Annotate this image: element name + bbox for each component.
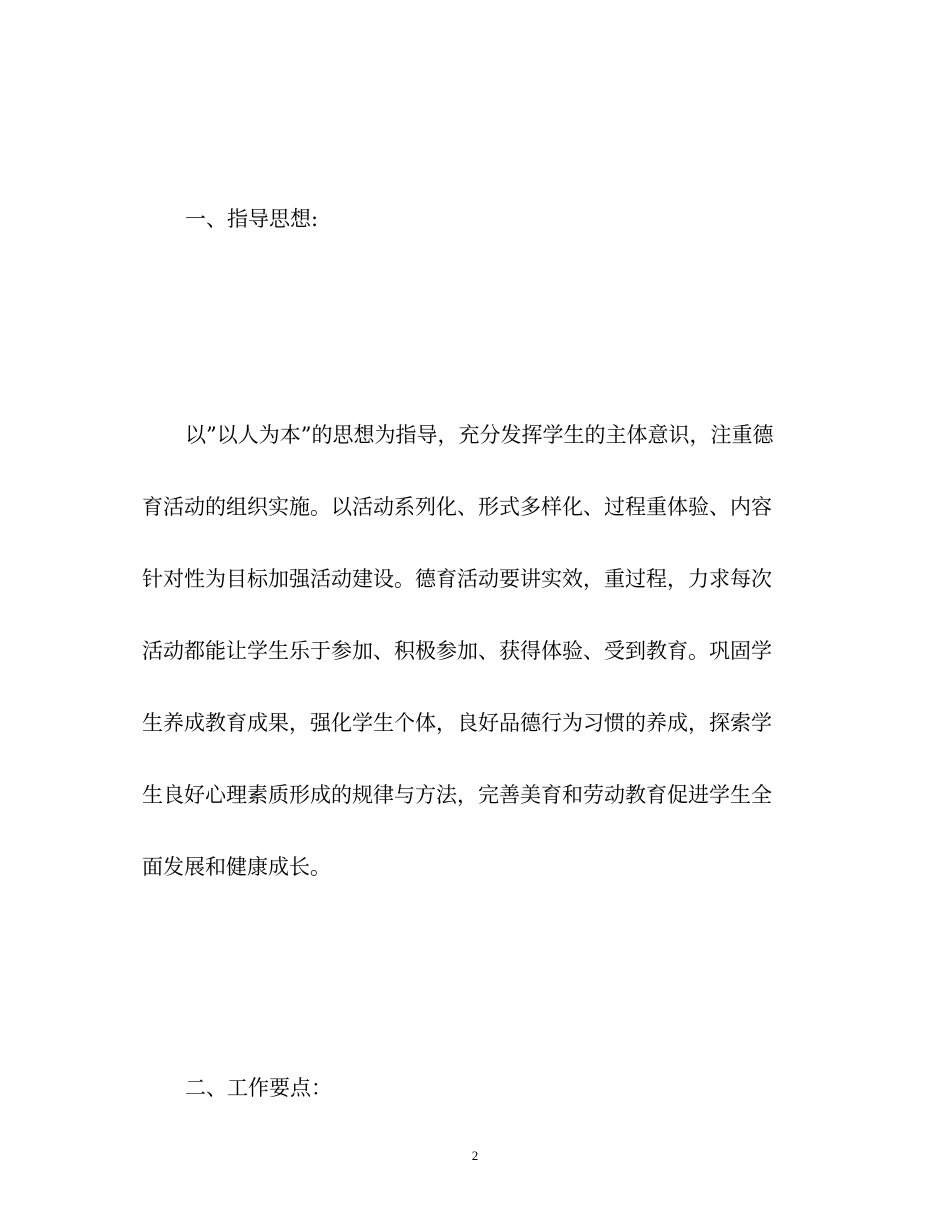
paragraph-line: 育活动的组织实施。以活动系列化、形式多样化、过程重体验、内容 [142, 495, 772, 519]
section-heading-guiding-ideology: 一、指导思想: [185, 207, 319, 231]
page-number: 2 [471, 1148, 479, 1163]
body-paragraph [142, 420, 802, 924]
paragraph-line: 生良好心理素质形成的规律与方法，完善美育和劳动教育促进学生全 [142, 783, 772, 807]
paragraph-line: 生养成教育成果，强化学生个体，良好品德行为习惯的养成，探索学 [142, 711, 772, 735]
paragraph-line: 针对性为目标加强活动建设。德育活动要讲实效，重过程，力求每次 [142, 567, 772, 591]
paragraph-line: 活动都能让学生乐于参加、积极参加、获得体验、受到教育。巩固学 [142, 639, 772, 663]
paragraph-line: 以”以人为本”的思想为指导，充分发挥学生的主体意识，注重德 [185, 423, 774, 447]
paragraph-line: 面发展和健康成长。 [142, 855, 331, 879]
section-heading-work-points: 二、工作要点： [185, 1076, 332, 1100]
